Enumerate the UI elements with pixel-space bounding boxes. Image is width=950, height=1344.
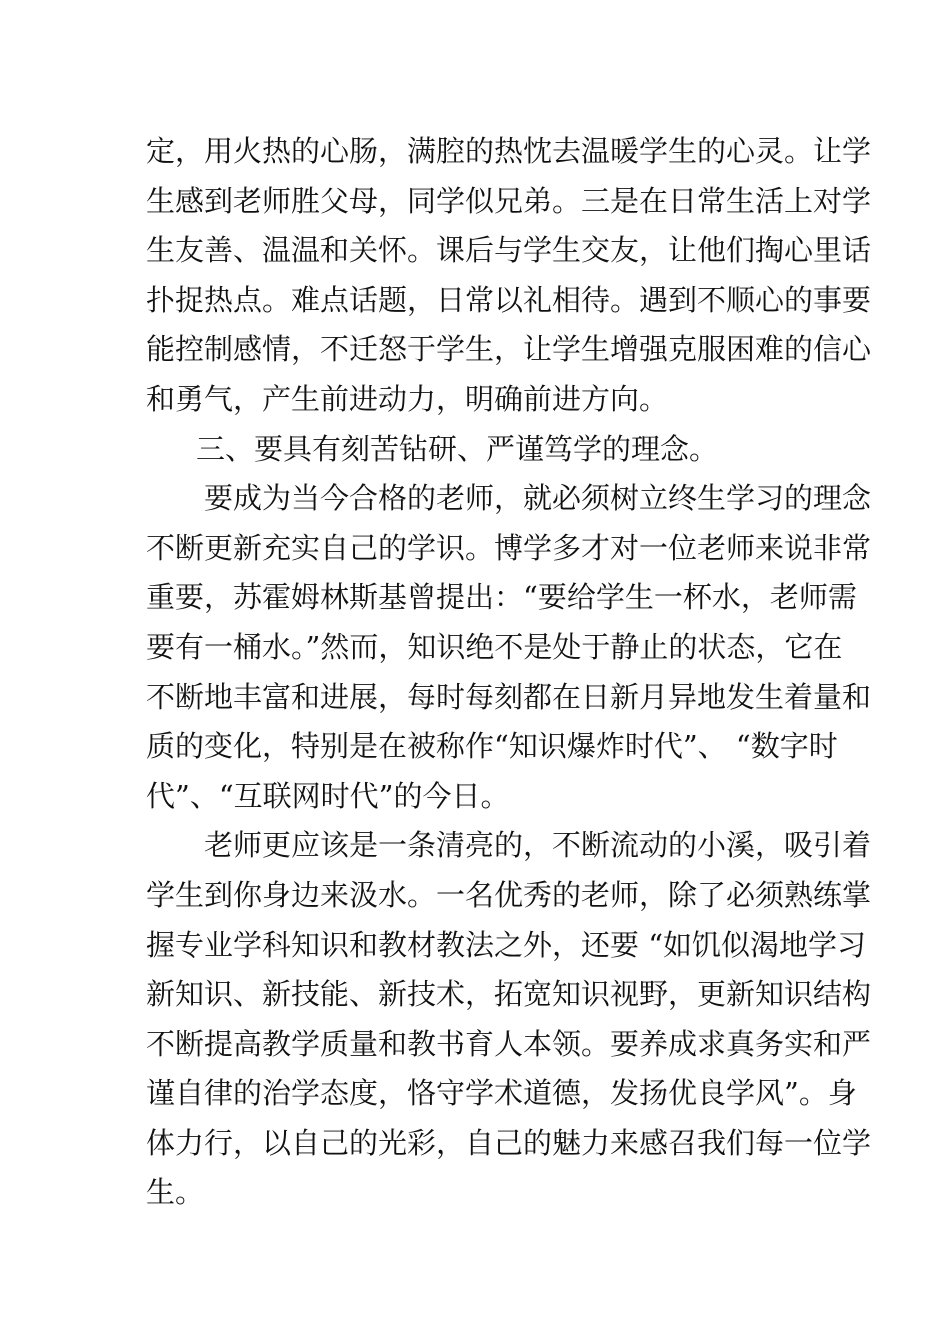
paragraph-lifelong-learning xyxy=(146,474,872,821)
document-body xyxy=(146,127,872,1218)
text-line: 老师更应该是一条清亮的，不断流动的小溪，吸引着 xyxy=(204,828,872,863)
text-line: 扑捉热点。难点话题，日常以礼相待。遇到不顺心的事要 xyxy=(146,282,872,317)
text-line: 要有一桶水。”然而，知识绝不是处于静止的状态，它在 xyxy=(146,629,843,664)
text-line: 能控制感情，不迁怒于学生，让学生增强克服困难的信心 xyxy=(146,332,872,367)
text-line: 生感到老师胜父母，同学似兄弟。三是在日常生活上对学 xyxy=(146,183,872,218)
text-line: 学生到你身边来汲水。一名优秀的老师，除了必须熟练掌 xyxy=(146,877,872,912)
text-line: 不断更新充实自己的学识。博学多才对一位老师来说非常 xyxy=(146,530,872,565)
text-line: 谨自律的治学态度，恪守学术道德，发扬优良学风”。身 xyxy=(146,1076,857,1111)
text-line: 不断地丰富和进展，每时每刻都在日新月异地发生着量和 xyxy=(146,679,872,714)
paragraph-continuation xyxy=(146,127,872,425)
text-line: 质的变化，特别是在被称作“知识爆炸时代”、 “数字时 xyxy=(146,729,838,764)
text-line: 代”、“互联网时代”的今日。 xyxy=(146,778,510,813)
text-line: 定，用火热的心肠，满腔的热忱去温暖学生的心灵。让学 xyxy=(146,134,872,168)
text-line: 新知识、新技能、新技术，拓宽知识视野，更新知识结构 xyxy=(146,977,872,1012)
paragraph-teacher-stream xyxy=(146,821,872,1218)
text-line: 体力行，以自己的光彩，自己的魅力来感召我们每一位学 xyxy=(146,1125,872,1160)
section-heading: 三、要具有刻苦钻研、严谨笃学的理念。 xyxy=(196,431,719,466)
text-line: 要成为当今合格的老师，就必须树立终生学习的理念 xyxy=(204,481,872,516)
text-line: 重要，苏霍姆林斯基曾提出：“要给学生一杯水，老师需 xyxy=(146,580,857,615)
text-line: 不断提高教学质量和教书育人本领。要养成求真务实和严 xyxy=(146,1026,872,1061)
text-line: 生友善、温温和关怀。课后与学生交友，让他们掏心里话 xyxy=(146,233,872,268)
text-line: 握专业学科知识和教材教法之外，还要 “如饥似渴地学习 xyxy=(146,927,867,962)
text-line: 和勇气，产生前进动力，明确前进方向。 xyxy=(146,381,669,416)
text-line: 生。 xyxy=(146,1175,205,1210)
